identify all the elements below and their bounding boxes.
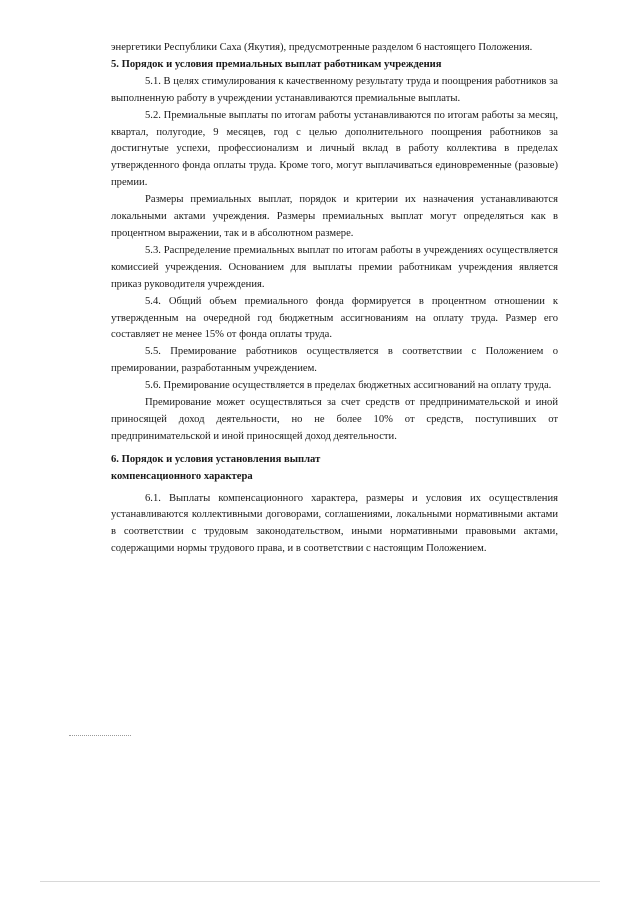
document-page: [111, 40, 558, 558]
paragraph-5-5: 5.5. Премирование работников осуществляется в соответствии с Положением о премировании, разработанным учреждением.: [111, 346, 558, 375]
paragraph-5-6-entrepreneurial: Премирование может осуществляться за счет средств от предпринимательской и иной приносящей доход деятельности, но не более 10% от средств, поступивших от предпринимательской и иной приносящей доход деятельности.: [111, 397, 558, 442]
page-bottom-rule: [40, 881, 600, 882]
footer-dotted-line: [69, 735, 131, 737]
paragraph-5-3: 5.3. Распределение премиальных выплат по итогам работы в учреждениях осуществляется комиссией учреждения. Основанием для выплаты премии работникам учреждения является приказ руководителя учреждения.: [111, 244, 558, 290]
section-6-heading-line2: компенсационного характера: [111, 470, 253, 482]
paragraph-5-2-sizes: Размеры премиальных выплат, порядок и критерии их назначения устанавливаются локальными актами учреждения. Размеры премиальных выплат могут определяться как в процентном выражении, так и в абсолютном размере.: [111, 194, 558, 239]
paragraph-5-2: 5.2. Премиальные выплаты по итогам работы устанавливаются по итогам работы за месяц, квартал, полугодие, 9 месяцев, год с целью дополнительного поощрения работников за достигнутые успехи, профессионализм и личный вклад в работу коллектива в пределах утвержденного фонда оплаты труда. Кроме того, могут выплачиваться единовременные (разовые) премии.: [111, 109, 558, 189]
section-6-heading: [111, 452, 558, 486]
paragraph-5-6: 5.6. Премирование осуществляется в пределах бюджетных ассигнований на оплату труда.: [145, 380, 552, 392]
paragraph-6-1: 6.1. Выплаты компенсационного характера, размеры и условия их осуществления устанавливаются коллективными договорами, соглашениями, локальными нормативными актами в соответствии с трудовым законодательством, иными нормативными правовыми актами, содержащими нормы трудового права, и в соответствии с настоящим Положением.: [111, 492, 558, 555]
intro-paragraph: энергетики Республики Саха (Якутия), предусмотренные разделом 6 настоящего Положения.: [111, 42, 533, 53]
section-5-heading: 5. Порядок и условия премиальных выплат работникам учреждения: [111, 58, 442, 70]
paragraph-5-1: 5.1. В целях стимулирования к качественному результату труда и поощрения работников за выполненную работу в учреждении устанавливаются премиальные выплаты.: [111, 75, 558, 104]
paragraph-5-4: 5.4. Общий объем премиального фонда формируется в процентном отношении к утвержденным на очередной год бюджетным ассигнованиям на оплату труда. Размер его составляет не менее 15% от фонда оплаты труда.: [111, 295, 558, 341]
section-6-heading-line1: 6. Порядок и условия установления выплат: [111, 453, 321, 465]
